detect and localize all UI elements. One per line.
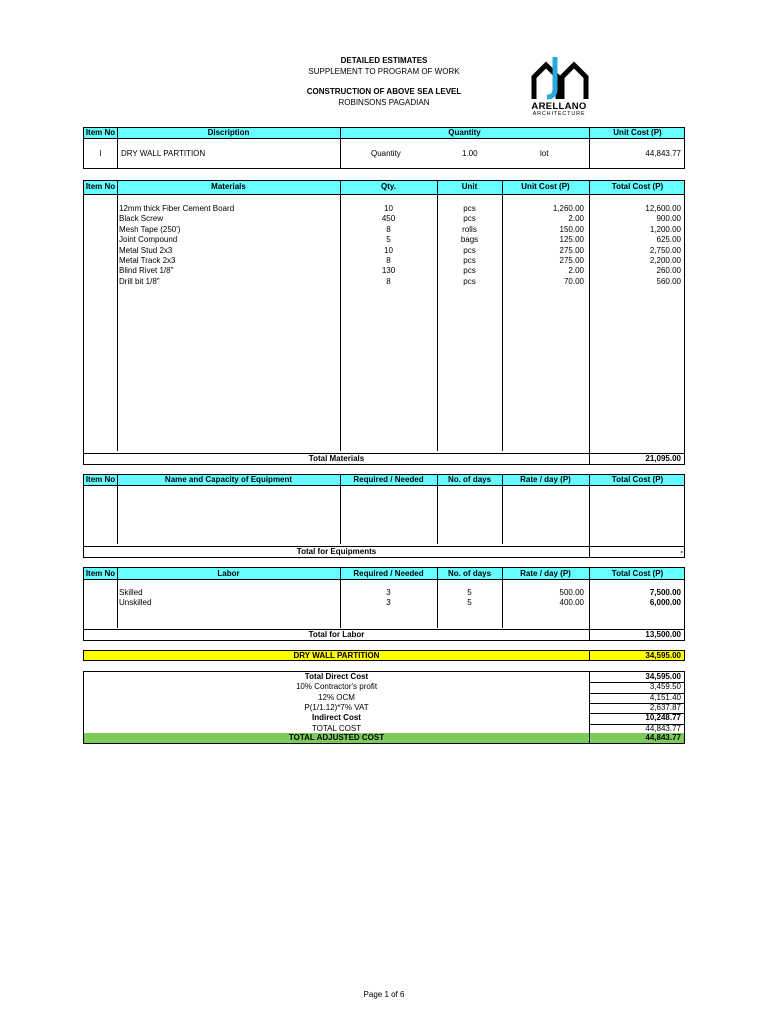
material-total-cost: 625.00 (656, 235, 681, 245)
project-location: ROBINSONS PAGADIAN (338, 98, 430, 107)
item-description: DRY WALL PARTITION (121, 149, 206, 158)
summary-label: TOTAL COST (311, 723, 362, 733)
header-description: Discription (207, 128, 250, 137)
header-days: No. of days (447, 569, 492, 578)
summary-title-row (83, 650, 685, 661)
total-materials-value: 21,095.00 (645, 454, 681, 463)
header-equipment: Name and Capacity of Equipment (164, 475, 293, 484)
labor-required: 3 (386, 588, 391, 597)
item-unit: lot (540, 149, 549, 158)
total-equipment-value: - (680, 547, 683, 556)
material-unit-cost: 2.00 (568, 266, 584, 276)
material-total-cost: 2,750.00 (649, 245, 681, 255)
header-qty: Qty. (381, 182, 396, 191)
summary-table (83, 671, 685, 744)
logo-name: ARELLANO (531, 101, 587, 112)
labor-total-cost: 7,500.00 (649, 588, 681, 597)
material-unit-cost: 275.00 (559, 256, 584, 265)
item-unit-cost: 44,843.77 (645, 149, 681, 158)
adjusted-cost-label: TOTAL ADJUSTED COST (288, 733, 385, 742)
logo-subtitle: ARCHITECTURE (532, 111, 586, 117)
header-item-no: Item No (85, 128, 116, 137)
header-rate: Rate / day (P) (520, 569, 571, 578)
summary-title-value: 34,595.00 (645, 651, 681, 660)
material-total-cost: 12,600.00 (645, 204, 681, 213)
material-total-cost: 2,200.00 (649, 256, 681, 265)
project-title: CONSTRUCTION OF ABOVE SEA LEVEL (306, 87, 462, 96)
labor-name: Unskilled (119, 598, 152, 608)
material-name: Mesh Tape (250') (119, 224, 181, 234)
material-unit-cost: 125.00 (559, 235, 584, 245)
item-number: I (99, 149, 102, 158)
material-qty: 8 (386, 224, 391, 234)
material-unit: pcs (463, 266, 476, 276)
material-name: Joint Compound (119, 235, 178, 245)
equipment-table (83, 474, 685, 558)
total-materials-label: Total Materials (308, 454, 365, 463)
material-name: Blind Rivet 1/8" (119, 266, 174, 276)
material-qty: 10 (384, 245, 393, 255)
header-unit-cost: Unit Cost (P) (521, 182, 570, 191)
doc-title: DETAILED ESTIMATES (340, 56, 428, 65)
header-required: Required / Needed (353, 475, 424, 484)
material-qty: 10 (384, 204, 393, 213)
material-unit: pcs (463, 245, 476, 255)
labor-rate: 500.00 (559, 588, 584, 597)
summary-value: 44,843.77 (645, 723, 681, 733)
material-name: 12mm thick Fiber Cement Board (119, 204, 235, 213)
header-days: No. of days (447, 475, 492, 484)
material-unit-cost: 150.00 (559, 224, 584, 234)
labor-days: 5 (467, 588, 472, 597)
doc-subtitle: SUPPLEMENT TO PROGRAM OF WORK (308, 67, 460, 76)
item-table (83, 127, 685, 169)
header-unit: Unit (461, 182, 478, 191)
material-unit: pcs (463, 256, 476, 265)
header-materials: Materials (211, 182, 246, 191)
labor-required: 3 (386, 598, 391, 608)
summary-value: 2,637.87 (649, 702, 681, 712)
labor-days: 5 (467, 598, 472, 608)
labor-total-cost: 6,000.00 (649, 598, 681, 608)
material-unit: pcs (463, 276, 476, 286)
summary-title: DRY WALL PARTITION (293, 651, 380, 660)
summary-value: 34,595.00 (645, 672, 681, 681)
summary-label: P(1/1.12)*7% VAT (304, 702, 369, 712)
page-number: Page 1 of 6 (363, 990, 405, 999)
material-name: Metal Track 2x3 (119, 256, 176, 265)
material-name: Drill bit 1/8" (119, 276, 160, 286)
material-qty: 8 (386, 276, 391, 286)
material-total-cost: 1,200.00 (649, 224, 681, 234)
header-total-cost: Total Cost (P) (611, 569, 664, 578)
header-item-no: Item No (85, 569, 116, 578)
material-qty: 130 (381, 266, 396, 276)
summary-label: Indirect Cost (312, 713, 361, 723)
material-unit-cost: 275.00 (559, 245, 584, 255)
material-name: Metal Stud 2x3 (119, 245, 173, 255)
material-total-cost: 560.00 (656, 276, 681, 286)
labor-table (83, 567, 685, 641)
material-unit: rolls (462, 224, 477, 234)
item-quantity: 1.00 (462, 149, 478, 158)
material-name: Black Screw (119, 214, 164, 224)
material-unit: pcs (463, 204, 476, 213)
material-unit: bags (460, 235, 479, 245)
summary-value: 4,151.40 (649, 692, 681, 702)
material-unit: pcs (463, 214, 476, 224)
header-total-cost: Total Cost (P) (611, 475, 664, 484)
header-required: Required / Needed (353, 569, 424, 578)
material-unit-cost: 2.00 (568, 214, 584, 224)
summary-label: 12% OCM (318, 692, 355, 702)
total-labor-label: Total for Labor (308, 630, 365, 639)
header-rate: Rate / day (P) (520, 475, 571, 484)
summary-label: Total Direct Cost (304, 672, 369, 681)
header-unit-cost: Unit Cost (P) (613, 128, 662, 137)
header-total-cost: Total Cost (P) (611, 182, 664, 191)
material-qty: 8 (386, 256, 391, 265)
header-item-no: Item No (85, 475, 116, 484)
summary-label: 10% Contractor's profit (295, 682, 378, 692)
material-qty: 450 (381, 214, 396, 224)
item-quantity-label: Quantity (371, 149, 401, 158)
total-equipment-label: Total for Equipments (296, 547, 377, 556)
adjusted-cost-value: 44,843.77 (645, 733, 681, 742)
materials-table (83, 180, 685, 465)
material-total-cost: 900.00 (656, 214, 681, 224)
material-qty: 5 (386, 235, 391, 245)
material-total-cost: 260.00 (656, 266, 681, 276)
material-unit-cost: 1,260.00 (552, 204, 584, 213)
header-quantity: Quantity (448, 128, 481, 137)
summary-value: 3,459.50 (649, 682, 681, 692)
header-labor: Labor (217, 569, 240, 578)
material-unit-cost: 70.00 (563, 276, 584, 286)
header-item-no: Item No (85, 182, 116, 191)
labor-rate: 400.00 (559, 598, 584, 608)
labor-name: Skilled (119, 588, 143, 597)
summary-value: 10,248.77 (645, 713, 681, 723)
total-labor-value: 13,500.00 (645, 630, 681, 639)
